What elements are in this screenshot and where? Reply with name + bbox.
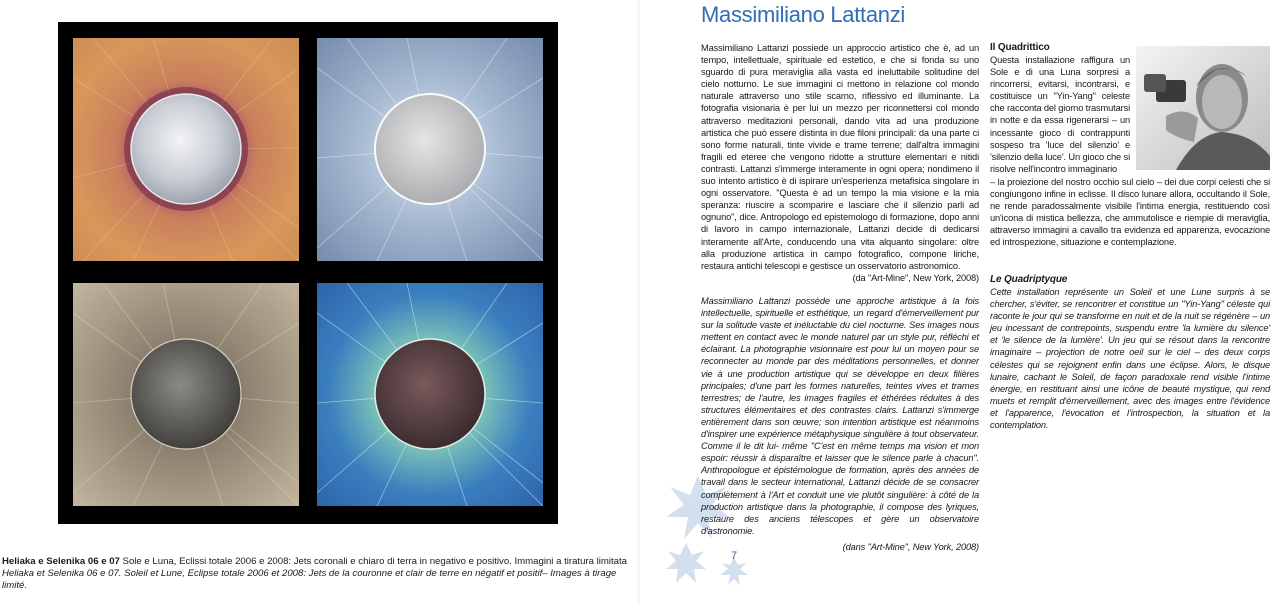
panel-orange-negative-eclipse xyxy=(73,38,299,261)
source-italian: (da "Art-Mine", New York, 2008) xyxy=(852,272,979,283)
bio-italian: Massimiliano Lattanzi possiede un approccio artistico che è, ad un tempo, intellettuale, spirituale ed estetico, e che si fonda su uno sguardo di pura meraviglia alla vasta ed ineluttabile solitudine del cielo notturno. Le sue immagini ci mettono in relazione col mondo naturale attraverso uno stile scarno, riflessivo ed illuminante. La fotografia visionaria è per lui un mezzo per riconnettersi col mondo attraverso meditazioni personali, dando vita ad una produzione artistica che può essere distinta in due filoni principali: da una parte ci sono forme naturali, tinte vivide e trame terrene; dall'altra immagini fragili ed eteree che vengono ridotte a strutture elementari e nitidi contrasti. Lattanzi s'immerge interamente in ogni opera; nondimeno il suo intento artistico è di ispirare un'esperienza metafisica singolare in ogni osservatore. "Questa è ad un tempo la mia visione e la mia speranza: riuscire a scomparire e lasciare che il silenzio parli ad ognuno", dice. Antropologo ed epistemologo di formazione, dopo anni di lavoro in campo internazionale, Lattanzi decide di dedicarsi interamente all'Arte, conducendo una vita alquanto singolare: oltre alla produzione artistica in campo fotografico, compone liriche, restaura antichi telescopi e gestisce un osservatorio astronomico. xyxy=(701,43,979,271)
quadriptych-italian-intro: Questa installazione raffigura un Sole e di una Luna sorpresi a rincorrersi, evitarsi, incontrarsi, e costituisce un "Yin-Yang" celeste che racconta del giorno trasmutarsi in notte e da essa rigenerarsi – un incessante gioco di contrappunti sospeso tra 'luce del silenzio' e 'silenzio della luce'. Un gioco che si risolve nell'incontro immaginario xyxy=(990,55,1130,174)
panel-blue-green-eclipse xyxy=(317,283,543,506)
eclipse-image-2 xyxy=(317,38,543,261)
eclipse-image-1 xyxy=(73,38,299,261)
article-title: Massimiliano Lattanzi xyxy=(701,2,906,27)
quadriptych-italian-continued: – la proiezione del nostro occhio sul cielo – dei due corpi celesti che si congiungono infine in eclisse. Il disco lunare allora, occultando il Sole, ne rende paradossalmente visibile l'intima energia, restituendo così un'icona di mistica bellezza, che ammutolisce e riempie di meraviglia, attraverso immagini a cavallo tra evidenza ed apparenza, evocazione ed introspezione, situazione e contemplazione. xyxy=(990,177,1270,248)
quadriptych-french: Cette installation représente un Soleil et une Lune surpris à se chercher, s'éviter, se rencontrer et constitue un "Yin-Yang" céleste qui raconte le jour qui se transforme en nuit et de la nuit se régénère – un jeu incessant de contrepoints, suspendu entre 'la lumière du silence' et 'le silence de la lumière'. Un jeu qui se résout dans la rencontre imaginaire – projection de notre oeil sur le ciel – des deux corps célestes qui se rejoignent enfin dans une éclipse. Alors, le disque lunaire, cachant le Soleil, de façon paradoxale rend visible l'intime énergie, en restituant ainsi une icône de beauté mystique, qui rend muets et remplit d'émerveillement, avec des images entre l'évidence et l'apparence, l'évocation et l'introspection, la situation et la contemplation. xyxy=(990,287,1270,431)
page-number: 7 xyxy=(731,550,738,562)
bio-french: Massimiliano Lattanzi possède une approche artistique à la fois intellectuelle, spirituelle et esthétique, un regard d'émerveillement pur sur la solitude vaste et inéluctable du ciel nocturne. Ses images nous mettent en contact avec le monde naturel par un style pur, réfléchi et éclairant. La photographie visionnaire est pour lui un moyen pour se reconnecter au monde par des méditations personnelles, et donner vie à une production artistique qui se développe en deux filières principales; d'une part les formes naturelles, teintes vives et trames terrestres; de l'autre, les images fragiles et éthérées réduites à des structures élémentaires et des contrastes clairs. Lattanzi s'immerge entièrement dans son œuvre; son intention artistique est néanmoins d'inspirer une expérience métaphysique singulière à tout observateur. Comme il le dit lui- même "C'est en même temps ma vision et mon espoir: réussir à disparaître et laisser que le silence parle à chacun". Anthropologue et épistémologue de formation, après des années de travail dans le secteur international, Lattanzi décide de se consacrer complètement à l'Art et conduit une vie plutôt singulière: à côté de la production artistique dans la photographie, il compose des lyriques, restaure des anciens télescopes et gère un observatoire d'astronomie. xyxy=(701,296,979,536)
quadriptych-heading-italian: Il Quadrittico xyxy=(990,42,1050,53)
quadriptych-heading-french: Le Quadriptyque xyxy=(990,274,1068,285)
eclipse-image-4 xyxy=(317,283,543,506)
panel-blue-grey-eclipse xyxy=(317,38,543,261)
bio-french-column xyxy=(701,295,979,553)
caption-italian xyxy=(2,556,632,568)
caption-italian-text: Sole e Luna, Eclissi totale 2006 e 2008: Jets coronali e chiaro di terra in negativo e positivo. Immagini a tiratura limitata xyxy=(119,556,628,567)
source-french: (dans "Art-Mine", New York, 2008) xyxy=(842,541,979,552)
caption-title: Heliaka e Selenika 06 e 07 xyxy=(2,556,120,567)
panel-beige-negative-eclipse xyxy=(73,283,299,506)
eclipse-quadriptych xyxy=(58,22,558,524)
caption-french: Heliaka et Selenika 06 e 07. Soleil et Lune, Eclipse totale 2006 et 2008: Jets de la couronne et clair de terre en négatif et positif– Images à tirage limité. xyxy=(2,568,617,591)
artist-portrait xyxy=(1136,46,1270,170)
figure-caption xyxy=(2,556,632,592)
eclipse-image-3 xyxy=(73,283,299,506)
bio-italian-column xyxy=(701,42,979,284)
